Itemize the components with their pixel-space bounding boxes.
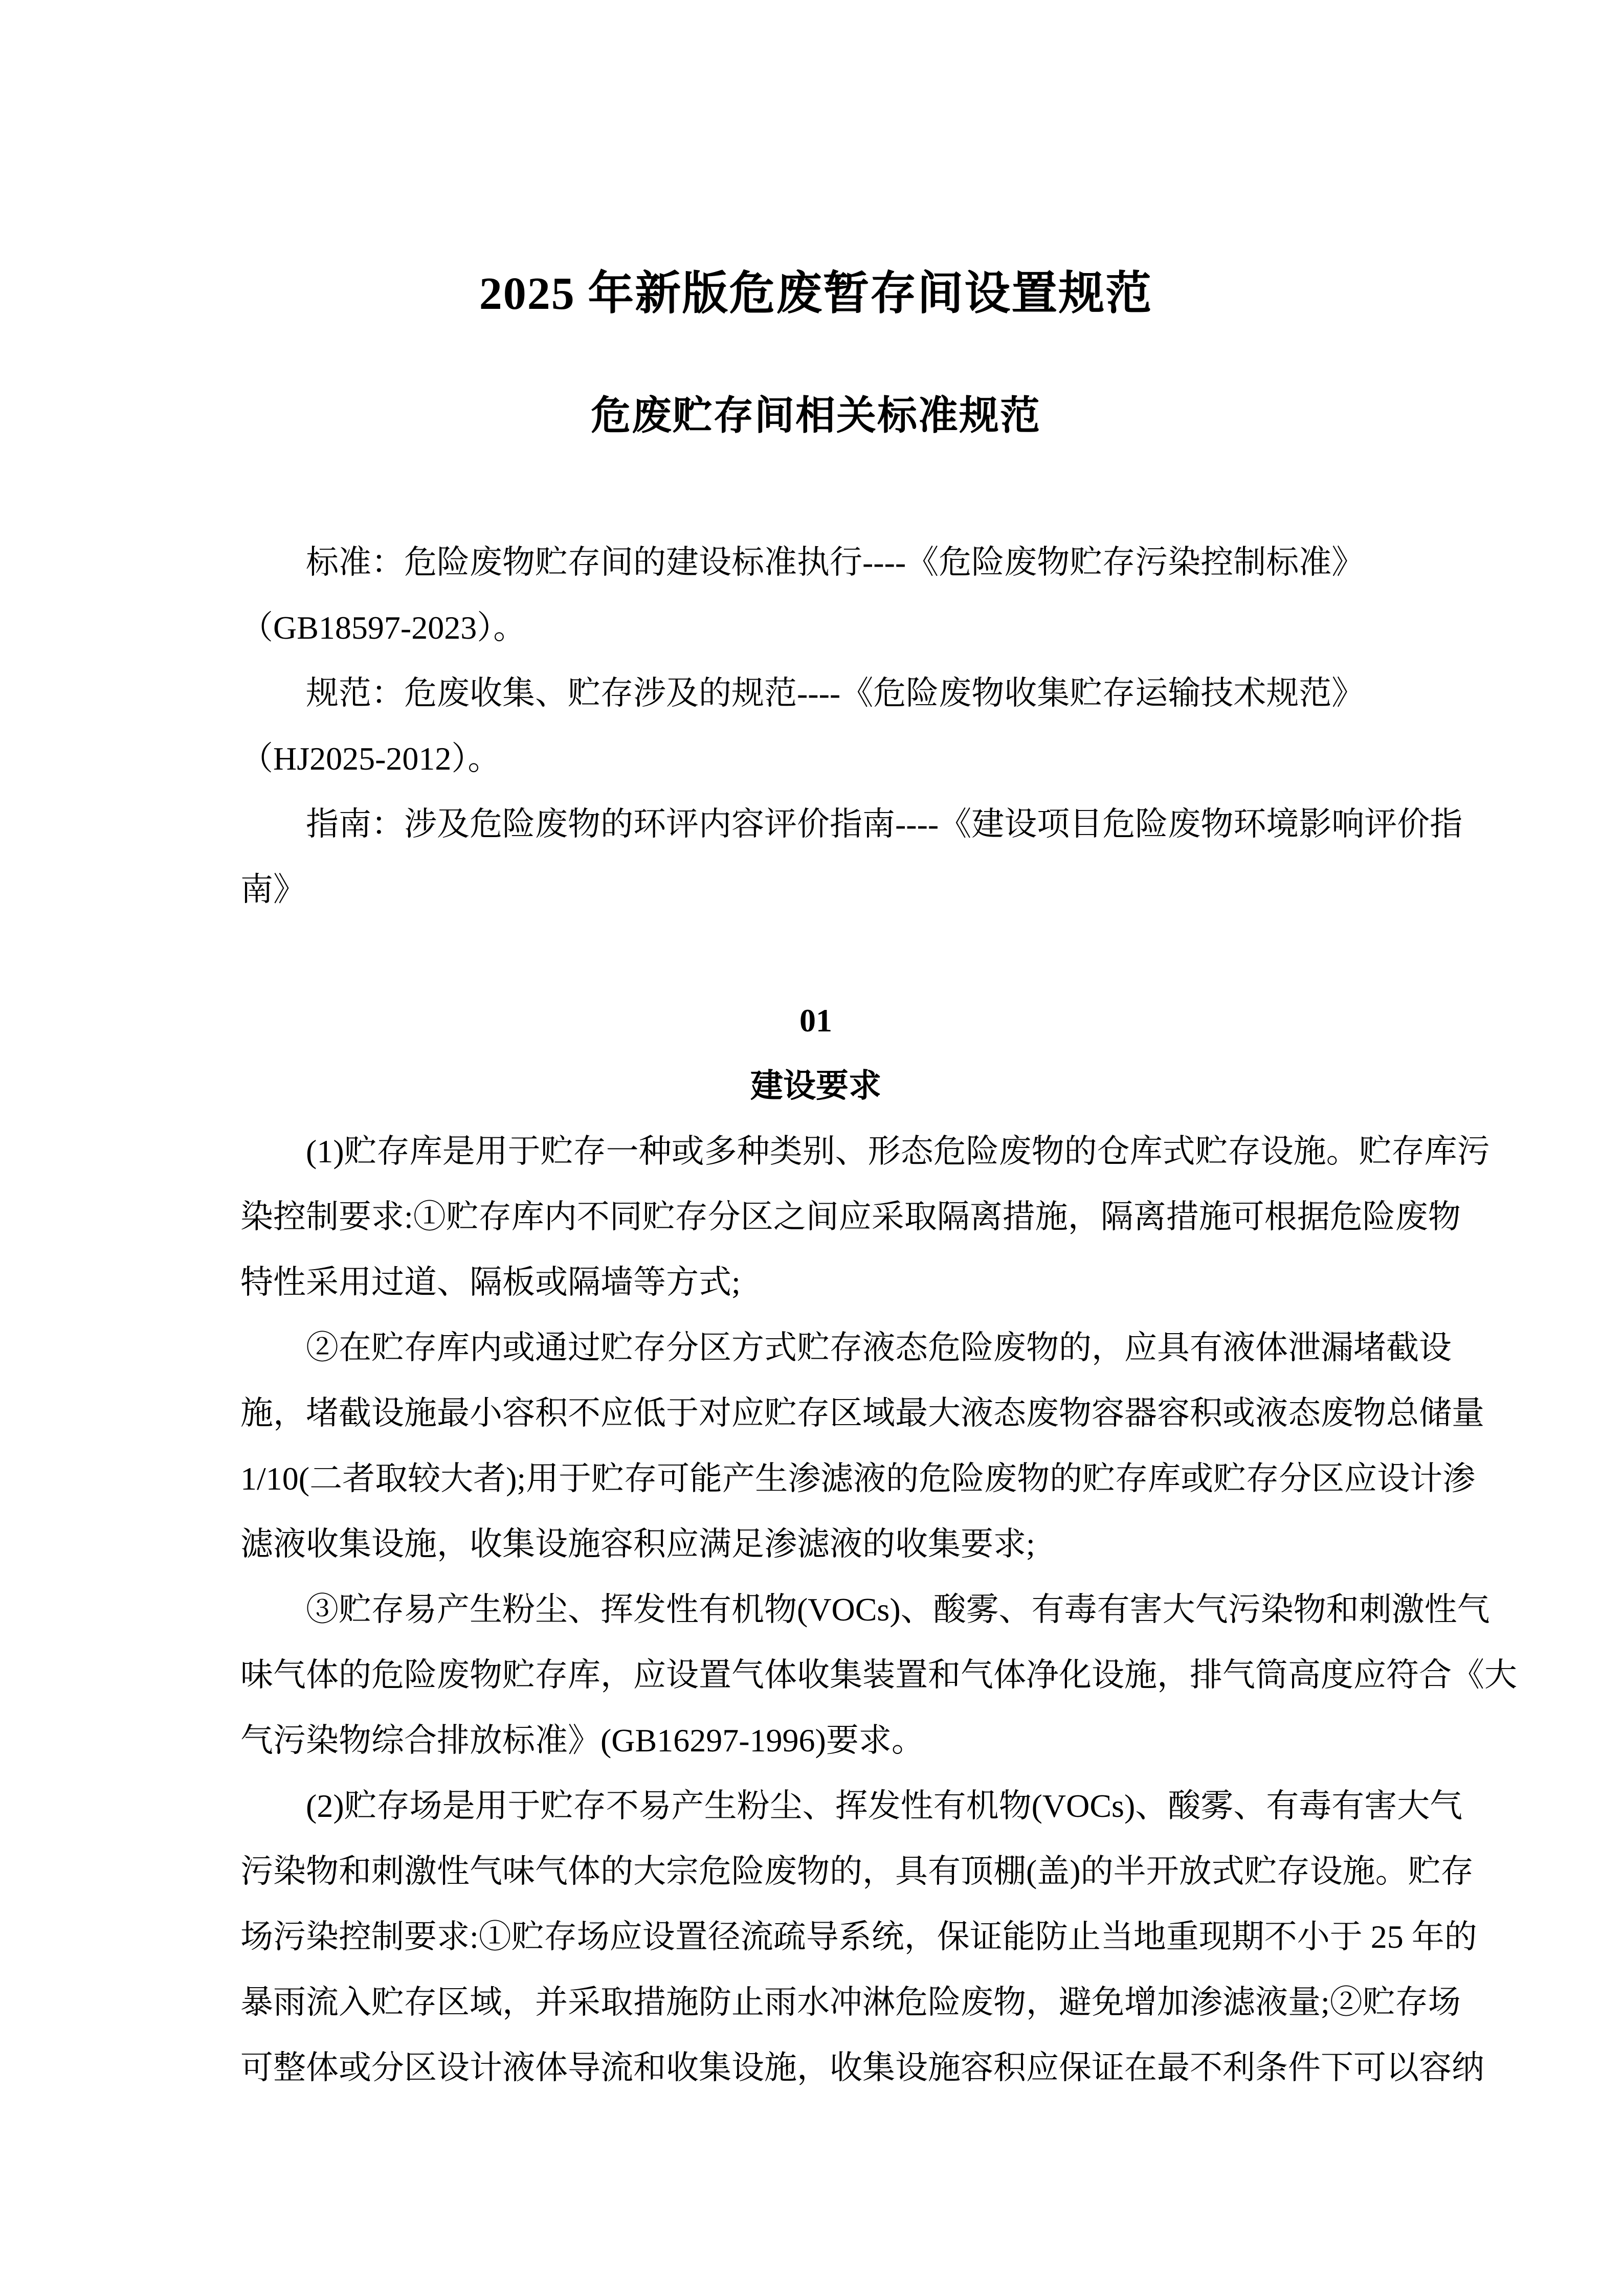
document-body xyxy=(240,530,1517,2101)
para3-line-2: 味气体的危险废物贮存库，应设置气体收集装置和气体净化设施，排气筒高度应符合《大 xyxy=(240,1657,1517,1693)
para2-line-4: 滤液收集设施，收集设施容积应满足渗滤液的收集要求; xyxy=(240,1526,1035,1562)
para3-line-3: 气污染物综合排放标准》(GB16297-1996)要求。 xyxy=(240,1722,924,1759)
para4-line-5: 可整体或分区设计液体导流和收集设施，收集设施容积应保证在最不利条件下可以容纳 xyxy=(240,2050,1484,2086)
para1-line-3: 特性采用过道、隔板或隔墙等方式; xyxy=(240,1264,741,1300)
intro-spec-line-2: （HJ2025-2012）。 xyxy=(240,740,501,777)
para1-line-2: 染控制要求:①贮存库内不同贮存分区之间应采取隔离措施，隔离措施可根据危险废物 xyxy=(240,1199,1461,1235)
para4-line-3: 场污染控制要求:①贮存场应设置径流疏导系统，保证能防止当地重现期不小于 25 年的 xyxy=(240,1919,1477,1955)
section-number: 01 xyxy=(799,1002,832,1039)
document-subtitle: 危废贮存间相关标准规范 xyxy=(590,393,1041,438)
para2-line-1: ②在贮存库内或通过贮存分区方式贮存液态危险废物的，应具有液体泄漏堵截设 xyxy=(306,1330,1452,1366)
section-heading: 建设要求 xyxy=(750,1068,881,1104)
intro-guide-line-1: 指南：涉及危险废物的环评内容评价指南----《建设项目危险废物环境影响评价指 xyxy=(306,806,1463,842)
para2-line-3: 1/10(二者取较大者);用于贮存可能产生渗滤液的危险废物的贮存库或贮存分区应设计渗 xyxy=(240,1460,1476,1497)
intro-guide-line-2: 南》 xyxy=(240,871,306,908)
para3-line-1: ③贮存易产生粉尘、挥发性有机物(VOCs)、酸雾、有毒有害大气污染物和刺激性气 xyxy=(306,1591,1490,1628)
para4-line-1: (2)贮存场是用于贮存不易产生粉尘、挥发性有机物(VOCs)、酸雾、有毒有害大气 xyxy=(306,1788,1463,1824)
intro-standard-line-2: （GB18597-2023）。 xyxy=(240,610,526,646)
para4-line-2: 污染物和刺激性气味气体的大宗危险废物的，具有顶棚(盖)的半开放式贮存设施。贮存 xyxy=(240,1853,1474,1889)
para2-line-2: 施，堵截设施最小容积不应低于对应贮存区域最大液态废物容器容积或液态废物总储量 xyxy=(240,1395,1484,1431)
blank-line xyxy=(240,922,1391,988)
intro-spec-line-1: 规范：危废收集、贮存涉及的规范----《危险废物收集贮存运输技术规范》 xyxy=(306,675,1365,711)
document-title: 2025 年新版危废暂存间设置规范 xyxy=(479,268,1153,319)
intro-standard-line-1: 标准：危险废物贮存间的建设标准执行----《危险废物贮存污染控制标准》 xyxy=(306,544,1365,580)
para4-line-4: 暴雨流入贮存区域，并采取措施防止雨水冲淋危险废物，避免增加渗滤液量;②贮存场 xyxy=(240,1984,1461,2020)
para1-line-1: (1)贮存库是用于贮存一种或多种类别、形态危险废物的仓库式贮存设施。贮存库污 xyxy=(306,1133,1490,1169)
